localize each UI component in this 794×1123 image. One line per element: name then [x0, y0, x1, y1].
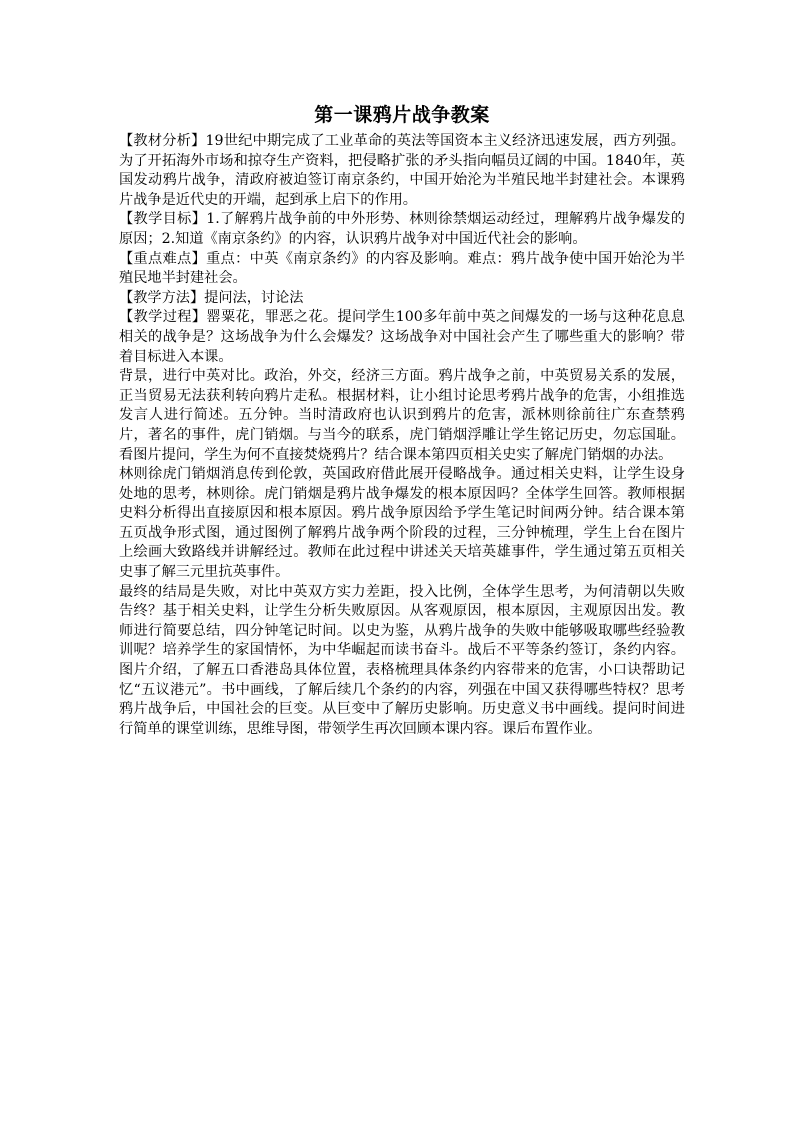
section-text: 重点：中英《南京条约》的内容及影响。难点：鸦片战争使中国开始沦为半殖民地半封建社会。 [119, 250, 685, 287]
section-text: 提问法，讨论法 [204, 289, 304, 306]
body-paragraph: 背景，进行中英对比。政治，外交，经济三方面。鸦片战争之前，中英贸易关系的发展，正当贸易无法获利转向鸦片走私。根据材料，让小组讨论思考鸦片战争的危害，小组推选发言人进行简述。五分钟。当时清政府也认识到鸦片的危害，派林则徐前往广东查禁鸦片，著名的事件，虎门销烟。与当今的联系，虎门销烟浮雕让学生铭记历史，勿忘国耻。看图片提问，学生为何不直接焚烧鸦片？结合课本第四页相关史实了解虎门销烟的办法。 [119, 368, 685, 463]
section-tag: 【重点难点】 [119, 250, 207, 267]
body-paragraph: 林则徐虎门销烟消息传到伦敦，英国政府借此展开侵略战争。通过相关史料，让学生设身处地的思考，林则徐。虎门销烟是鸦片战争爆发的根本原因吗？全体学生回答。教师根据史料分析得出直接原因和根本原因。鸦片战争原因给予学生笔记时间两分钟。结合课本第五页战争形式图，通过图例了解鸦片战争两个阶段的过程，三分钟梳理，学生上台在图片上绘画大致路线并讲解经过。教师在此过程中讲述关天培英雄事件，学生通过第五页相关史事了解三元里抗英事件。 [119, 466, 685, 581]
section-text: 19世纪中期完成了工业革命的英法等国资本主义经济迅速发展，西方列强。为了开拓海外市场和掠夺生产资料，把侵略扩张的矛头指向幅员辽阔的中国。1840年，英国发动鸦片战争，清政府被迫签订南京条约，中国开始沦为半殖民地半封建社会。本课鸦片战争是近代史的开端，起到承上启下的作用。 [119, 133, 685, 208]
section-tag: 【教学目标】 [119, 211, 207, 228]
section-tag: 【教学方法】 [119, 289, 205, 306]
section-text: 罂粟花，罪恶之花。提问学生100多年前中英之间爆发的一场与这种花息息相关的战争是？这场战争为什么会爆发？这场战争对中国社会产生了哪些重大的影响？带着目标进入本课。 [119, 309, 685, 365]
section-teaching-methods [119, 289, 685, 309]
body-paragraph: 最终的结局是失败，对比中英双方实力差距，投入比例，全体学生思考，为何清朝以失败告终？基于相关史料，让学生分析失败原因。从客观原因，根本原因，主观原因出发。教师进行简要总结，四分钟笔记时间。以史为鉴，从鸦片战争的失败中能够吸取哪些经验教训呢？培养学生的家国情怀，为中华崛起而读书奋斗。战后不平等条约签订，条约内容。图片介绍，了解五口香港岛具体位置，表格梳理具体条约内容带来的危害，小口诀帮助记忆“五议港元”。书中画线，了解后续几个条约的内容，列强在中国又获得哪些特权？思考鸦片战争后，中国社会的巨变。从巨变中了解历史影响。历史意义书中画线。提问时间进行简单的课堂训练，思维导图，带领学生再次回顾本课内容。课后布置作业。 [119, 583, 685, 737]
section-teaching-goals [119, 210, 685, 249]
section-key-points [119, 250, 685, 289]
section-tag: 【教材分析】 [119, 133, 206, 149]
section-teaching-process [119, 308, 685, 367]
document-title: 第一课鸦片战争教案 [314, 104, 490, 126]
document-page [119, 100, 685, 739]
section-text: 1.了解鸦片战争前的中外形势、林则徐禁烟运动经过，理解鸦片战争爆发的原因；2.知道《南京条约》的内容，认识鸦片战争对中国近代社会的影响。 [119, 211, 685, 247]
section-tag: 【教学过程】 [119, 309, 207, 326]
section-textbook-analysis [119, 132, 685, 210]
